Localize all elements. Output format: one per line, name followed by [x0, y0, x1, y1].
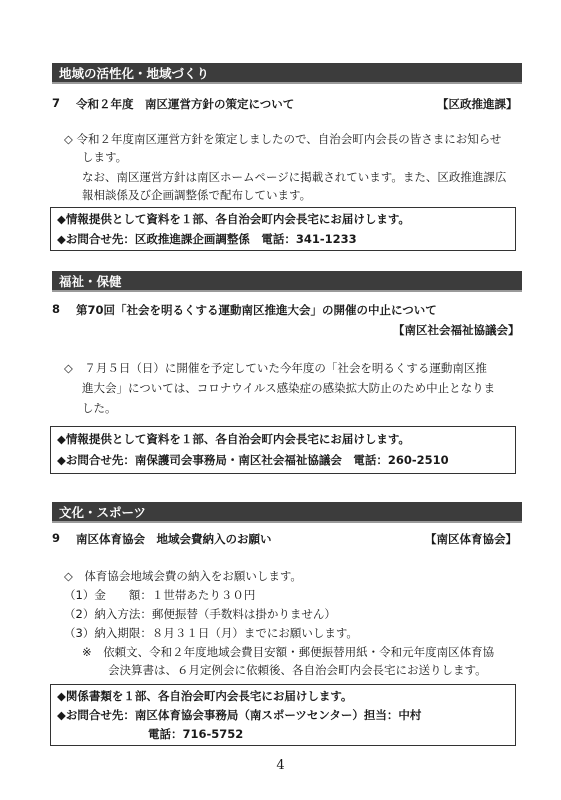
body-text: ◇ 令和２年度南区運営方針を策定しましたので、自治会町内会長の皆さまにお知らせ — [64, 132, 502, 146]
body-text: ※ 依頼文、令和２年度地域会費目安額・郵便振替用紙・令和元年度南区体育協 — [82, 645, 495, 659]
item-number: 8 — [52, 302, 61, 316]
body-text: ◇ 体育協会地域会費の納入をお願いします。 — [64, 569, 302, 583]
section-header-welfare: 福祉・保健 — [52, 271, 522, 292]
page-number: 4 — [276, 758, 285, 773]
item-title: 令和２年度 南区運営方針の策定について — [76, 97, 295, 111]
info-box — [50, 207, 516, 251]
item-number: 7 — [52, 96, 61, 110]
body-text: 会決算書は、６月定例会に依頼後、各自治会町内会長宅にお送りします。 — [108, 663, 487, 677]
body-text: します。 — [82, 150, 128, 164]
body-text: （3）納入期限：８月３１日（月）までにお願いします。 — [64, 626, 358, 640]
info-box — [50, 684, 516, 746]
item-title: 南区体育協会 地域会費納入のお願い — [76, 532, 272, 546]
item-title: 第70回「社会を明るくする運動南区推進大会」の開催の中止について — [76, 303, 437, 317]
department-label: 【南区体育協会】 — [425, 532, 517, 546]
info-box — [50, 426, 516, 474]
body-text: （2）納入方法：郵便振替（手数料は掛かりません） — [64, 607, 336, 621]
body-text: した。 — [82, 401, 117, 415]
body-text: なお、南区運営方針は南区ホームページに掲載されています。また、区政推進課広 — [82, 170, 507, 184]
info-line: ◆情報提供として資料を１部、各自治会町内会長宅にお届けします。 — [57, 432, 410, 446]
info-line: ◆情報提供として資料を１部、各自治会町内会長宅にお届けします。 — [57, 212, 410, 226]
contact-line: ◆お問合せ先：南区体育協会事務局（南スポーツセンター）担当：中村 — [57, 708, 422, 722]
section-header-community: 地域の活性化・地域づくり — [52, 63, 522, 84]
body-text: 進大会」については、コロナウイルス感染症の感染拡大防止のため中止となりま — [82, 381, 496, 395]
contact-line: ◆お問合せ先：区政推進課企画調整係 電話：341-1233 — [57, 232, 357, 246]
body-text: ◇ ７月５日（日）に開催を予定していた今年度の「社会を明るくする運動南区推 — [64, 361, 487, 375]
item-number: 9 — [52, 531, 61, 545]
body-text: （1）金 額：１世帯あたり３０円 — [64, 588, 256, 602]
info-line: ◆関係書類を１部、各自治会町内会長宅にお届けします。 — [57, 689, 353, 703]
body-text: 報相談係及び企画調整係で配布しています。 — [82, 188, 312, 202]
section-header-culture-sports: 文化・スポーツ — [52, 502, 522, 523]
department-label: 【南区社会福祉協議会】 — [393, 323, 520, 337]
department-label: 【区政推進課】 — [437, 97, 518, 111]
contact-line: ◆お問合せ先：南保護司会事務局・南区社会福祉協議会 電話：260-2510 — [57, 453, 449, 467]
phone-line: 電話：716-5752 — [148, 727, 244, 741]
